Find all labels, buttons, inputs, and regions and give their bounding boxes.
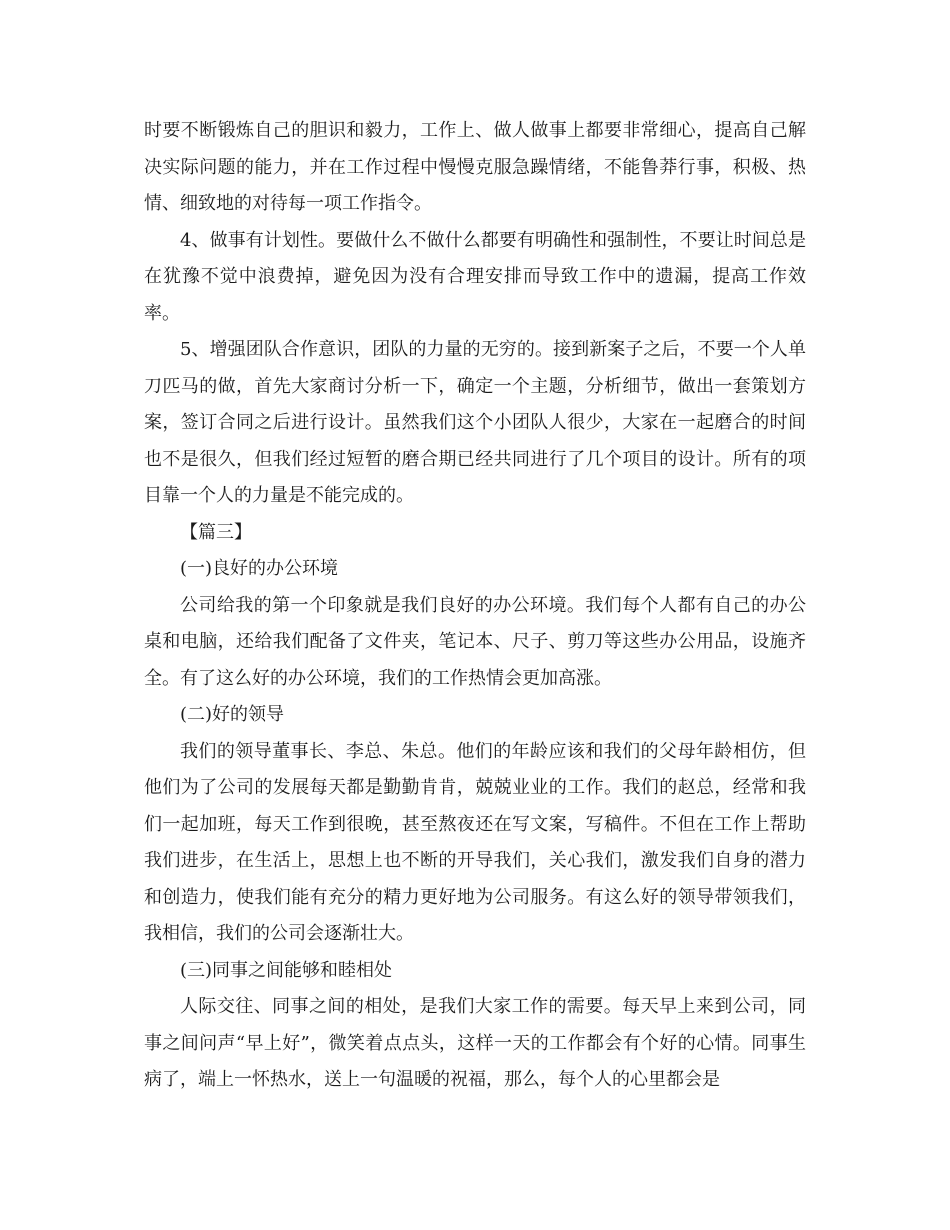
paragraph-office-environment: 公司给我的第一个印象就是我们良好的办公环境。我们每个人都有自己的办公桌和电脑，还给我们配备了文件夹，笔记本、尺子、剪刀等这些办公用品，设施齐全。有了这么好的办公环境，我们的工作热情会更加高涨。 [144, 594, 806, 689]
subheading-good-leadership: (二)好的领导 [180, 704, 285, 725]
paragraph-item-4: 4、做事有计划性。要做什么不做什么都要有明确性和强制性，不要让时间总是在犹豫不觉中浪费掉，避免因为没有合理安排而导致工作中的遗漏，提高工作效率。 [144, 229, 806, 324]
subheading-colleague-harmony: (三)同事之间能够和睦相处 [180, 959, 393, 981]
paragraph-continuation: 时要不断锻炼自己的胆识和毅力，工作上、做人做事上都要非常细心，提高自己解决实际问题的能力，并在工作过程中慢慢克服急躁情绪，不能鲁莽行事，积极、热情、细致地的对待每一项工作指令。 [144, 120, 806, 214]
document-body [144, 113, 806, 1099]
subheading-office-environment: (一)良好的办公环境 [180, 558, 339, 579]
paragraph-good-leadership: 我们的领导董事长、李总、朱总。他们的年龄应该和我们的父母年龄相仿，但他们为了公司的发展每天都是勤勤肯肯，兢兢业业的工作。我们的赵总，经常和我们一起加班，每天工作到很晚，甚至熬夜还在写文案，写稿件。不但在工作上帮助我们进步，在生活上，思想上也不断的开导我们，关心我们，激发我们自身的潜力和创造力，使我们能有充分的精力更好地为公司服务。有这么好的领导带领我们，我相信，我们的公司会逐渐壮大。 [144, 740, 806, 944]
section-heading-part-three: 【篇三】 [180, 521, 252, 543]
paragraph-colleague-harmony: 人际交往、同事之间的相处，是我们大家工作的需要。每天早上来到公司，同事之间问声“早上好”，微笑着点点头，这样一天的工作都会有个好的心情。同事生病了，端上一怀热水，送上一句温暖的祝福，那么，每个人的心里都会是 [144, 996, 806, 1090]
paragraph-item-5: 5、增强团队合作意识，团队的力量的无穷的。接到新案子之后，不要一个人单刀匹马的做，首先大家商讨分析一下，确定一个主题，分析细节，做出一套策划方案，签订合同之后进行设计。虽然我们这个小团队人很少，大家在一起磨合的时间也不是很久，但我们经过短暂的磨合期已经共同进行了几个项目的设计。所有的项目靠一个人的力量是不能完成的。 [144, 339, 806, 506]
